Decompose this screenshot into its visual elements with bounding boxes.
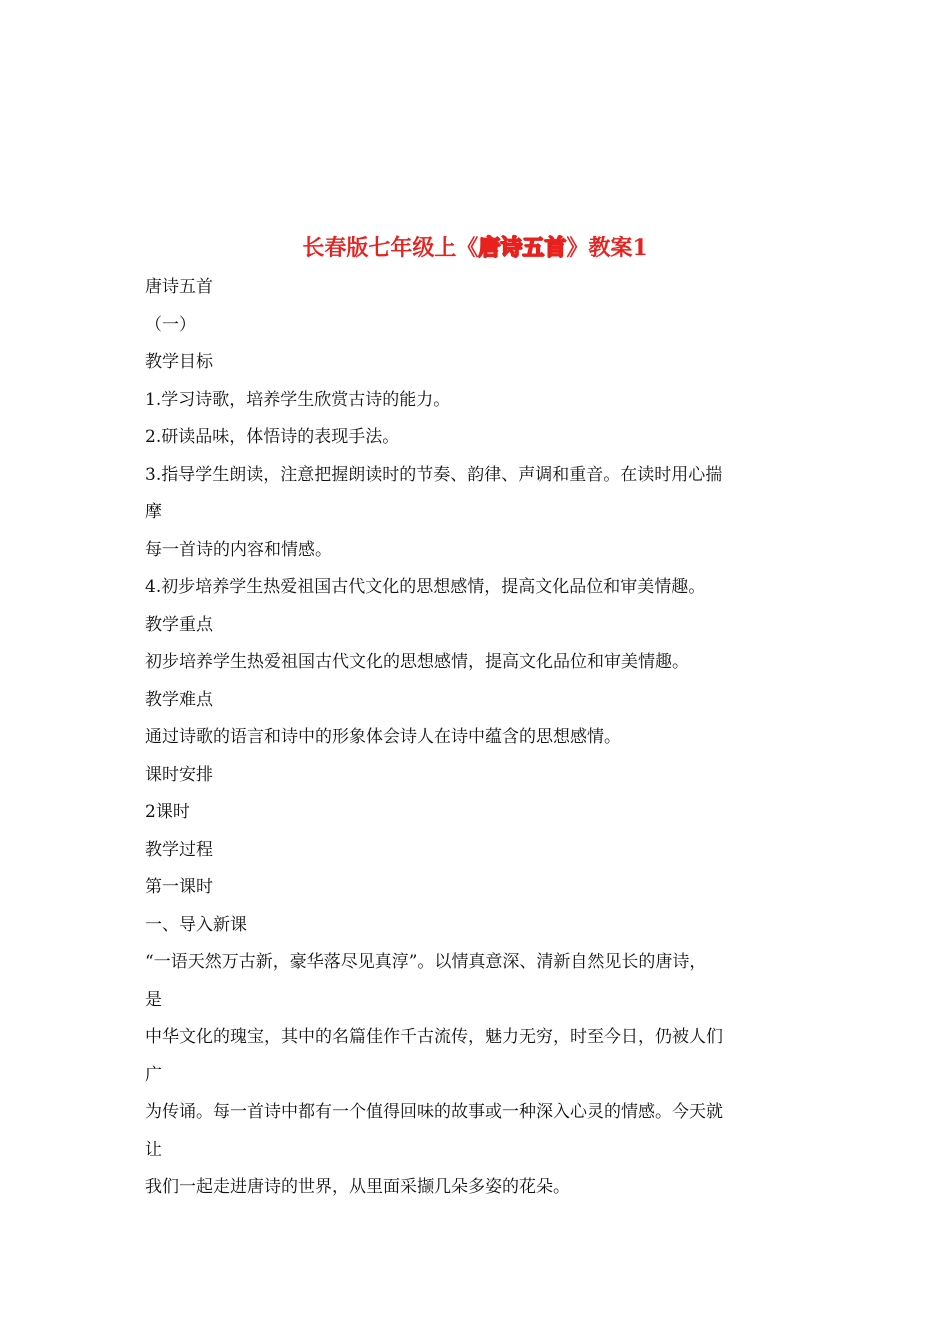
text-line: 4.初步培养学生热爱祖国古代文化的思想感情，提高文化品位和审美情趣。 [145, 577, 706, 597]
text-line: 教学重点 [145, 614, 213, 635]
document-body [145, 269, 805, 1207]
text-line: 是 [145, 989, 162, 1010]
text-line: 教学过程 [145, 839, 213, 860]
text-line: 中华文化的瑰宝，其中的名篇佳作千古流传，魅力无穷，时至今日，仍被人们 [145, 1027, 723, 1047]
text-line: 教学难点 [145, 689, 213, 710]
text-line: 唐诗五首 [145, 277, 213, 297]
text-line: 1.学习诗歌，培养学生欣赏古诗的能力。 [145, 389, 451, 410]
text-line: 一、导入新课 [145, 914, 247, 935]
text-line: 课时安排 [145, 764, 213, 785]
text-line: （一） [145, 314, 196, 335]
text-line: 我们一起走进唐诗的世界，从里面采撷几朵多姿的花朵。 [145, 1177, 570, 1197]
text-line: “一语天然万古新，豪华落尽见真淳”。以情真意深、清新自然见长的唐诗， [145, 952, 707, 972]
text-line: 第一课时 [145, 877, 213, 897]
title-prefix: 长春版七年级上《 [302, 235, 479, 261]
text-line: 2课时 [145, 802, 190, 822]
text-line: 广 [145, 1064, 162, 1085]
text-line: 每一首诗的内容和情感。 [145, 539, 332, 560]
text-line: 教学目标 [145, 352, 213, 372]
text-line: 为传诵。每一首诗中都有一个值得回味的故事或一种深入心灵的情感。今天就 [145, 1102, 723, 1122]
text-line: 让 [145, 1139, 162, 1160]
text-line: 3.指导学生朗读，注意把握朗读时的节奏、韵律、声调和重音。在读时用心揣 [145, 464, 723, 485]
text-line: 2.研读品味，体悟诗的表现手法。 [145, 427, 400, 447]
text-line: 摩 [145, 502, 162, 522]
document-title [0, 232, 950, 264]
text-line: 初步培养学生热爱祖国古代文化的思想感情，提高文化品位和审美情趣。 [145, 652, 689, 672]
title-suffix: 》教案1 [566, 235, 648, 261]
title-emphasis: 唐诗五首 [478, 235, 567, 261]
text-line: 通过诗歌的语言和诗中的形象体会诗人在诗中蕴含的思想感情。 [145, 727, 621, 747]
